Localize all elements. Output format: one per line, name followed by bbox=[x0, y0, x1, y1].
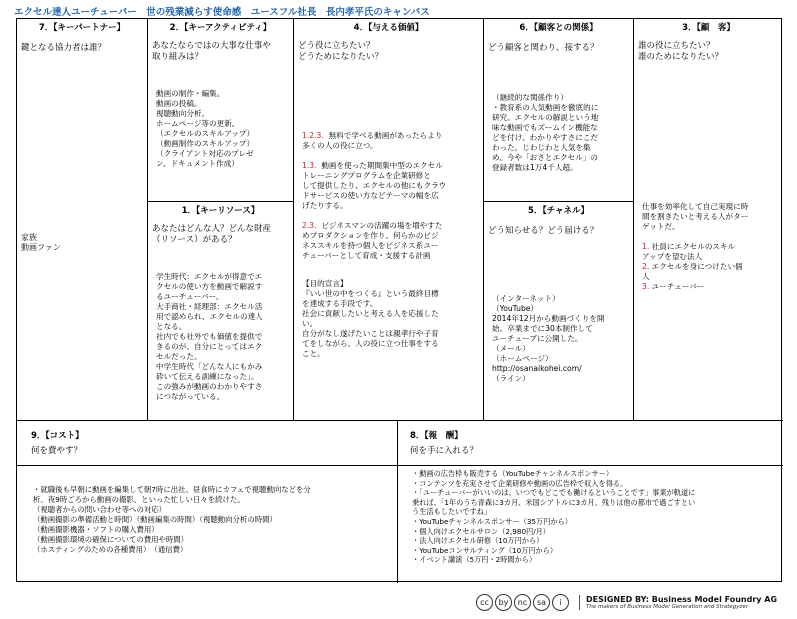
item-text: 動画を使った期間集中型のエクセル bbox=[316, 161, 443, 170]
item-number: 3. bbox=[642, 282, 650, 291]
text-line: 動画ファン bbox=[21, 243, 61, 252]
business-model-canvas bbox=[16, 18, 782, 582]
text-line: ネススキルを持つ個人をビジネス系ユー bbox=[302, 241, 439, 250]
item-number: 1. bbox=[642, 242, 650, 251]
text-line: チューバーとして育成・支援する計画 bbox=[302, 251, 431, 260]
text-line: （エクセルのスキルアップ） bbox=[156, 129, 255, 138]
text-line: 間を割きたいと考える人がター bbox=[642, 212, 749, 221]
text-line: ホームページ等の更新。 bbox=[156, 119, 240, 128]
info-icon: i bbox=[552, 594, 569, 611]
text-line: ・「ユーチューバーがいいのは、いつでもどこでも働けるということです」事業が軌道に bbox=[412, 488, 696, 498]
text-line: 動画の投稿。 bbox=[156, 99, 202, 108]
value-propositions-header: 4．【与える価値】 bbox=[353, 23, 424, 33]
text-line bbox=[302, 131, 484, 141]
value-item bbox=[302, 221, 484, 261]
text-line: 砕いて伝える訓練になった」。 bbox=[156, 372, 259, 381]
text-line: を達成する手段です。 bbox=[302, 299, 378, 308]
question-line: あなたはどんな人？どんな財産 bbox=[152, 224, 272, 234]
segment-item bbox=[642, 242, 748, 262]
text-line: セルだった。 bbox=[156, 352, 202, 361]
divider bbox=[17, 465, 397, 466]
text-line: （動画制作のスキルアップ） bbox=[156, 139, 255, 148]
key-resources-block bbox=[148, 202, 293, 420]
item-text: 無料で学べる動画があったらより bbox=[323, 131, 443, 140]
customer-relationships-block bbox=[484, 19, 633, 201]
text-line: どを付け、わかりやすさにこだ bbox=[492, 133, 599, 142]
text-line: げたりする。 bbox=[302, 201, 348, 210]
cc-icon: cc bbox=[476, 594, 493, 611]
text-line: こと。 bbox=[302, 349, 325, 358]
channels-question: どう知らせる？どう届ける？ bbox=[488, 226, 599, 236]
text-line: 自分がなし遂げたいことは親孝行や子育 bbox=[302, 329, 439, 338]
value-item bbox=[302, 131, 484, 151]
question-line: あなたならではの大事な仕事や bbox=[152, 41, 271, 51]
text-line: 学生時代：エクセルが得意でエ bbox=[156, 272, 263, 281]
key-activities-body bbox=[152, 89, 258, 169]
text-line: 多くの人の役に立つ。 bbox=[302, 141, 378, 150]
customer-relationships-body bbox=[488, 93, 602, 173]
text-line: （YouTube） bbox=[492, 304, 539, 313]
by-icon: by bbox=[495, 594, 512, 611]
value-item bbox=[302, 161, 484, 211]
text-line: 研究。エクセルの解説という地 bbox=[492, 113, 599, 122]
question-line: どう役に立ちたい？ bbox=[298, 41, 375, 51]
text-line: 2014年12月から動画づくりを開 bbox=[492, 314, 605, 323]
question-line: 誰の役に立ちたい？ bbox=[638, 41, 715, 51]
text-line: 家族 bbox=[21, 233, 37, 242]
text-line: 味な動画でもズームイン機能な bbox=[492, 123, 598, 132]
text-line: めプロダクションを作り、何らかのビジ bbox=[302, 231, 439, 240]
text-line: ・法人向けエクセル研修（10万円から） bbox=[412, 536, 544, 546]
text-line: アップを望む法人 bbox=[642, 252, 703, 261]
text-line: （ライン） bbox=[492, 374, 530, 383]
text-line: （クライアント対応のプレゼ bbox=[156, 149, 254, 158]
text-line: 社内でも社外でも価値を提供で bbox=[156, 332, 263, 341]
text-line bbox=[302, 221, 484, 231]
key-partners-question: 鍵となる協力者は誰？ bbox=[21, 43, 107, 53]
segment-item bbox=[642, 282, 748, 292]
item-number: 1.2.3. bbox=[302, 131, 324, 140]
text-line: ・コンテンツを充実させて企業研修や動画の広告枠で収入を得る。 bbox=[412, 478, 628, 488]
key-partners-block bbox=[17, 19, 147, 420]
customer-segments-body bbox=[638, 202, 752, 292]
text-line: （メール） bbox=[492, 344, 530, 353]
text-line: ・YouTubeコンサルティング（10万円から） bbox=[412, 545, 558, 555]
sa-icon: sa bbox=[533, 594, 550, 611]
text-line bbox=[642, 262, 748, 272]
text-line: わった。じわじわと人気を集 bbox=[492, 143, 591, 152]
text-line: （動画撮影環境の確保についての費用や時間） bbox=[33, 535, 189, 544]
channel-url: http://osanaikohei.com/ bbox=[492, 364, 582, 373]
text-line: ・教育系の人気動画を徹底的に bbox=[492, 103, 599, 112]
item-text: エクセルを身につけたい個 bbox=[651, 262, 743, 271]
segment-item bbox=[642, 262, 748, 282]
text-line: ・イベント講演（5万円・2時間から） bbox=[412, 555, 537, 565]
text-line: ・動画の広告枠も販売する（YouTubeチャンネルスポンサー） bbox=[412, 469, 614, 478]
creative-commons-icons bbox=[476, 594, 569, 611]
divider bbox=[398, 465, 783, 466]
text-line: （ホスティングのための各種費用） （通信費） bbox=[33, 545, 188, 554]
text-line bbox=[642, 282, 748, 292]
text-line: 仕事を効率化して自己実現に時 bbox=[642, 202, 749, 211]
text-line: して提供したり、エクセルの他にもクラウ bbox=[302, 181, 447, 190]
text-line: 人 bbox=[642, 272, 650, 281]
item-number: 2.3. bbox=[302, 221, 317, 230]
text-line: るユーチューバー。 bbox=[156, 292, 224, 301]
question-line: 取り組みは？ bbox=[152, 52, 204, 62]
text-line: 社会に貢献したいと考える人を応援した bbox=[302, 309, 439, 318]
key-partners-body bbox=[17, 233, 65, 253]
text-line: きるのが、自分にとってはエク bbox=[156, 342, 263, 351]
text-line: 動画の制作・編集。 bbox=[156, 89, 225, 98]
channels-block bbox=[484, 202, 633, 420]
text-line: ・就職後も早朝に動画を編集して朝7時に出社、昼食時にカフェで視聴動向などを分 bbox=[33, 485, 311, 494]
text-line: トレーニングプログラムを企業研修と bbox=[302, 171, 431, 180]
text-line bbox=[302, 161, 484, 171]
text-line bbox=[642, 242, 748, 252]
text-line: この強みが動画のわかりやすさ bbox=[156, 382, 263, 391]
footer bbox=[476, 591, 777, 613]
customer-segments-block bbox=[634, 19, 783, 420]
text-line: （インターネット） bbox=[492, 294, 560, 303]
text-line: 中学生時代「どんな人にもかみ bbox=[156, 362, 263, 371]
text-line: 乗れば、「1年のうち青森に3カ月、米国シアトルに3カ月、残りは他の都市で過ごすとい bbox=[412, 497, 696, 507]
text-line: 始。卒業までに30本制作して bbox=[492, 324, 593, 333]
value-propositions-body bbox=[298, 131, 488, 359]
text-line: 【目的宣言】 bbox=[302, 279, 348, 288]
text-line: 視聴動向分析。 bbox=[156, 109, 210, 118]
text-line: ドサービスの使い方などテーマの幅を広 bbox=[302, 191, 439, 200]
item-text: ユーチューバー bbox=[651, 282, 705, 291]
value-propositions-block bbox=[294, 19, 483, 420]
text-line: 用で認められ、エクセルの達人 bbox=[156, 312, 263, 321]
question-line: 誰のためになりたい？ bbox=[638, 52, 724, 62]
revenue-header: 8．【報 酬】 bbox=[410, 431, 463, 441]
mission-statement bbox=[302, 279, 484, 359]
item-text: 社員にエクセルのスキル bbox=[651, 242, 736, 251]
question-line: どうためになりたい？ bbox=[298, 52, 384, 62]
channels-body bbox=[488, 294, 609, 384]
text-line: となる。 bbox=[156, 322, 187, 331]
revenue-question: 何を手に入れる？ bbox=[410, 446, 479, 456]
key-resources-header: 1．【キーリソース】 bbox=[181, 206, 260, 216]
cost-header: 9．【コスト】 bbox=[31, 431, 84, 441]
text-line: （継続的な関係作り） bbox=[492, 93, 568, 102]
customer-segments-header: 3．【顧 客】 bbox=[682, 23, 735, 33]
text-line: （動画撮影機器・ソフトの購入費用） bbox=[33, 525, 159, 534]
key-resources-body bbox=[152, 272, 267, 402]
text-line: め、今や「おさとエクセル」の bbox=[492, 153, 599, 162]
nc-icon: nc bbox=[514, 594, 531, 611]
key-activities-header: 2．【キーアクティビティ】 bbox=[169, 23, 272, 33]
text-line: クセルの使い方を動画で解説す bbox=[156, 282, 263, 291]
value-propositions-question bbox=[294, 41, 483, 63]
item-text: ビジネスマンの活躍の場を増やすた bbox=[316, 221, 443, 230]
text-line: ユーチューブに公開した。 bbox=[492, 334, 583, 343]
designed-by bbox=[579, 595, 777, 610]
text-line: 『いい世の中をつくる』という最終目標 bbox=[302, 289, 439, 298]
makers-label: The makers of Business Model Generation and Strategyzer bbox=[586, 603, 749, 610]
key-activities-block bbox=[148, 19, 293, 201]
text-line: 析、夜9時ごろから動画の撮影、といった忙しい日々を続けた。 bbox=[33, 495, 245, 504]
text-line: につながっている。 bbox=[156, 392, 225, 401]
key-activities-question bbox=[148, 41, 293, 63]
text-line: い。 bbox=[302, 319, 318, 328]
text-line: 登録者数は1万4千人超。 bbox=[492, 163, 578, 172]
customer-segments-question bbox=[634, 41, 783, 63]
text-line: （ホームページ） bbox=[492, 354, 553, 363]
text-line: ン、ドキュメント作成） bbox=[156, 159, 239, 168]
text-line: ゲットだ。 bbox=[642, 222, 680, 231]
revenue-streams-block bbox=[398, 421, 783, 583]
question-line: （リソース）がある？ bbox=[152, 235, 237, 245]
key-resources-question bbox=[148, 224, 293, 246]
revenue-body bbox=[408, 469, 788, 565]
text-line: （動画撮影の準備活動と時間）（動画編集の時間）（視聴動向分析の時間） bbox=[33, 515, 277, 524]
cost-body bbox=[29, 485, 403, 555]
text-line: う生活もしたいですね」 bbox=[412, 507, 492, 517]
text-line: ・YouTubeチャンネルスポンサー（35万円から） bbox=[412, 516, 572, 526]
cost-question: 何を費やす？ bbox=[31, 446, 83, 456]
text-line: てをしながら、人の役に立つ仕事をする bbox=[302, 339, 439, 348]
text-line: ・個人向けエクセルサロン（2,980円/月） bbox=[412, 526, 550, 536]
designed-by-label: DESIGNED BY: Business Model Foundry AG bbox=[586, 594, 778, 604]
text-line: （視聴者からの問い合わせ等への対応） bbox=[33, 505, 167, 514]
page-title: エクセル達人ユーチューバー 世の残業減らす使命感 ユースフル社長 長内孝平氏のキャンバス bbox=[14, 7, 430, 18]
key-partners-header: 7．【キーパートナー】 bbox=[38, 23, 126, 33]
cost-structure-block bbox=[17, 421, 397, 583]
customer-relationships-question: どう顧客と関わり、接する？ bbox=[488, 43, 599, 53]
item-number: 1.3. bbox=[302, 161, 317, 170]
customer-relationships-header: 6．【顧客との関係】 bbox=[519, 23, 598, 33]
channels-header: 5．【チャネル】 bbox=[528, 206, 589, 216]
text-line: 大手商社・経理部：エクセル活 bbox=[156, 302, 263, 311]
item-number: 2. bbox=[642, 262, 650, 271]
